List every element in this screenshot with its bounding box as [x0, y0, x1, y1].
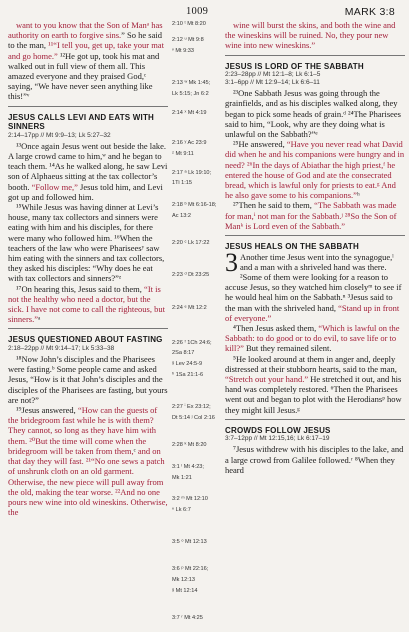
verse-paragraph	[8, 284, 168, 325]
margin-cross-reference: 2:26 ᶠ 1Ch 24:6;	[172, 339, 212, 346]
verse-paragraph	[8, 141, 168, 202]
verse-text: ¹⁹Jesus answered,	[16, 405, 78, 416]
running-reference: MARK 3:8	[344, 6, 395, 18]
section-heading: CROWDS FOLLOW JESUS	[225, 425, 331, 435]
margin-cross-reference: 2Sa 8:17	[172, 350, 195, 357]
verse-paragraph	[8, 202, 168, 284]
margin-cross-reference: ᵍ Mt 12:14	[172, 588, 198, 594]
verse-text: ²⁷Then he said to them,	[233, 200, 315, 211]
margin-cross-reference: 3:2 ᵐ Mt 12:10	[172, 496, 208, 503]
margin-cross-reference: Mk 12:13	[172, 577, 196, 584]
words-of-jesus: ᵃ has authority on earth to forgive sins.	[8, 20, 163, 41]
margin-cross-reference: Mk 1:21	[172, 474, 192, 481]
section-rule	[225, 55, 405, 56]
verse-text: ¹²He got up, took his mat and walked out in full view of them all. This amazed everyone and they praised God,ᶜ saying, “We have never seen anything like this!”ᵛ	[8, 50, 160, 102]
section-rule	[8, 328, 168, 329]
verse-text: ⁵He looked around at them in anger and, deeply distressed at their stubborn hearts, said to the man,	[225, 353, 397, 374]
page-number: 1009	[186, 6, 209, 17]
verse-text: ¹⁸Now John’s disciples and the Pharisees were fasting.ᵇ Some people came and asked Jesus, “How is it that John’s disciples and the disciples of the Pharisees are fasting, but yours are not?”	[8, 354, 168, 405]
section-rule	[225, 235, 405, 236]
margin-cross-reference: 2:24 ᵉ Mt 12:2	[172, 304, 207, 311]
section-rule	[8, 106, 168, 107]
words-of-jesus: “Which is lawful on the Sabbath: to do good or to do evil, to save life or to kill?”	[225, 323, 400, 354]
margin-cross-reference: 2:28 ᵏ Mt 8:20	[172, 442, 207, 449]
verse-text: ¹⁵While Jesus was having dinner at Levi’s house, many tax collectors and sinners were eating with him and his disciples, for there were many who followed him. ¹⁶When the teachers of the law who were Phariseesʸ saw him eating with the sinners and tax collectors, they asked his disciples: “Why does he eat with tax collectors and sinners?”ᶻ	[8, 202, 165, 284]
verse-paragraph	[225, 88, 405, 139]
verse-paragraph	[225, 139, 405, 200]
margin-cross-reference: 2:18 ᵇ Mt 6:16-18;	[172, 201, 217, 208]
verse-paragraph	[225, 354, 405, 415]
margin-cross-reference: 3:5 ᵒ Mt 12:13	[172, 539, 207, 546]
page-header	[0, 4, 409, 20]
words-of-jesus: “The Sabbath was made for man,ⁱ not man for the Sabbath.ʲ ²⁸So the Son of Manᵏ is Lord even of the Sabbath.”	[225, 200, 397, 231]
verse-text: Another time Jesus went into the synagogue,ˡ and a man with a shriveled hand was there. ²Some of them were looking for a reason to accuse Jesus, so they watched him closelyᵐ to see if he would heal him on the Sabbath.ⁿ ³Jesus said to the man with the shriveled hand,	[225, 251, 402, 313]
words-of-jesus: ¹¹“I tell you, get up, take your mat and go home.”	[8, 40, 164, 61]
margin-cross-reference: ᵛ Mt 9:33	[172, 48, 195, 54]
verse-paragraph	[225, 444, 405, 475]
verse-text: But they remained silent.	[243, 343, 332, 354]
margin-cross-reference: 2:12 ᵘ Mt 9:8	[172, 37, 204, 44]
margin-cross-reference: 2:14 ˣ Mt 4:19	[172, 110, 207, 117]
margin-cross-reference: Dt 5:14 ʲ Col 2:16	[172, 415, 215, 422]
verse-text: ⁷Jesus withdrew with his disciples to the lake, and a large crowd from Galilee followed.ʳ ⁸When they heard	[225, 444, 404, 475]
left-text-column	[8, 20, 168, 517]
margin-cross-reference: 3:6 ᵖ Mt 22:16;	[172, 566, 209, 573]
verse-text: ” So he said to the man,	[8, 30, 162, 51]
section-rule	[225, 419, 405, 420]
verse-paragraph	[8, 354, 168, 405]
section-heading: JESUS IS LORD OF THE SABBATH	[225, 61, 364, 71]
margin-cross-reference: 2:27 ⁱ Ex 23:12;	[172, 404, 211, 411]
margin-cross-reference: ᶻ Mt 9:11	[172, 150, 194, 157]
margin-cross-reference: ᵍ Lev 24:5-9	[172, 361, 203, 368]
verse-text: ¹⁷On hearing this, Jesus said to them,	[16, 283, 145, 294]
margin-cross-reference: 1Ti 1:15	[172, 180, 193, 187]
verse-text: ᵃ	[37, 314, 41, 325]
verse-text: ¹³Once again Jesus went out beside the lake. A large crowd came to him,ʷ and he began to teach them. ¹⁴As he walked along, he saw Levi son of Alphaeus sitting at the tax collector’s booth.	[8, 140, 168, 192]
words-of-jesus: “It is not the healthy who need a doctor, but the sick. I have not come to call the righteous, but sinners.”	[8, 283, 165, 325]
section-heading: JESUS HEALS ON THE SABBATH	[225, 242, 359, 252]
parallel-passage-reference: 2:23–28pp // Mt 12:1–8; Lk 6:1–5 3:1–6pp // Mt 12:9–14; Lk 6:6–11	[225, 71, 321, 87]
words-of-jesus: want to you know that the Son of Man	[16, 20, 147, 30]
words-of-jesus: “Stand up in front of everyone.”	[225, 302, 400, 323]
margin-cross-reference: 2:13 ʷ Mk 1:45;	[172, 80, 211, 87]
words-of-jesus: “How can the guests of the bridegroom fast while he is with them? They cannot, so long as they have him with them. ²⁰But the time will come when the bridegroom will be taken from them,	[8, 405, 158, 456]
section-heading: JESUS QUESTIONED ABOUT FASTING	[8, 335, 163, 345]
margin-cross-reference: ʰ 1Sa 21:1-6	[172, 372, 204, 378]
margin-cross-reference: 2:20 ᶜ Lk 17:22	[172, 239, 210, 246]
verse-paragraph	[8, 405, 168, 517]
margin-cross-reference: 2:23 ᵈ Dt 23:25	[172, 272, 210, 279]
chapter-number: 3	[225, 247, 238, 277]
verse-text: Jesus told him, and Levi got up and followed him.	[8, 181, 163, 202]
verse-paragraph	[8, 20, 168, 102]
margin-cross-reference: 2:16 ʸ Ac 23:9	[172, 139, 207, 146]
words-of-jesus: “Stretch out your hand.”	[225, 374, 309, 385]
margin-cross-reference: 2:17 ᵃ Lk 19:10;	[172, 169, 212, 176]
words-of-jesus: “Have you never read what David did when he and his companions were hungry and in need? ²⁶In the days of Abiathar the high priest,ᶠ he entered the house of God and ate the consecrated bread, which is lawful only for priests to eat.ᵍ And he also gave some to his companions.”	[225, 139, 405, 201]
right-text-column	[225, 20, 405, 475]
verse-paragraph	[225, 323, 405, 354]
verse-paragraph	[225, 200, 405, 231]
margin-cross-reference: Ac 13:2	[172, 212, 191, 219]
parallel-passage-reference: 3:7–12pp // Mt 12:15,16; Lk 6:17–19	[225, 435, 330, 443]
margin-cross-reference: 3:7 ʳ Mt 4:25	[172, 615, 203, 621]
words-of-jesus: and on that day they will fast. ²¹“No one sews a patch of unshrunk cloth on an old garment. Otherwise, the new piece will pull away from the old, making the tear worse. ²²And no one pours new wine into old wineskins. Otherwise, the	[8, 445, 168, 518]
verse-text: ⁴Then Jesus asked them,	[233, 323, 319, 334]
verse-text: ʰ	[356, 190, 360, 201]
verse-text: ²⁵He answered,	[233, 139, 287, 150]
words-of-jesus: “Follow me,”	[31, 181, 78, 192]
margin-cross-reference: 3:1 ˡ Mt 4:23;	[172, 463, 204, 470]
parallel-passage-reference: 2:18–22pp // Mt 9:14–17; Lk 5:33–38	[8, 345, 115, 353]
margin-cross-reference: 2:10 ᵗ Mt 8:20	[172, 21, 206, 27]
margin-cross-reference: Lk 5:15; Jn 6:2	[172, 91, 209, 98]
cross-reference-column	[172, 20, 220, 625]
margin-cross-reference: ⁿ Lk 6:7	[172, 507, 191, 513]
words-of-jesus: wine will burst the skins, and both the wine and the wineskins will be ruined. No, they pour new wine into new wineskins.”	[225, 20, 396, 51]
verse-text: He stretched it out, and his hand was completely restored. ⁶Then the Pharisees went out and began to plot with the Herodiansᵖ how they might kill Jesus.ᵍ	[225, 374, 402, 415]
verse-paragraph	[225, 20, 405, 51]
parallel-passage-reference: 2:14–17pp // Mt 9:9–13; Lk 5:27–32	[8, 131, 111, 139]
section-heading: JESUS CALLS LEVI AND EATS WITH SINNERS	[8, 112, 155, 132]
verse-text: ᶜ	[133, 445, 136, 456]
verse-text: ²³One Sabbath Jesus was going through the grainfields, and as his disciples walked along, they began to pick some heads of grain.ᵈ ²⁴The Pharisees said to him, “Look, why are they doing what is unlawful on the Sabbath?”ᵉ	[225, 88, 401, 140]
